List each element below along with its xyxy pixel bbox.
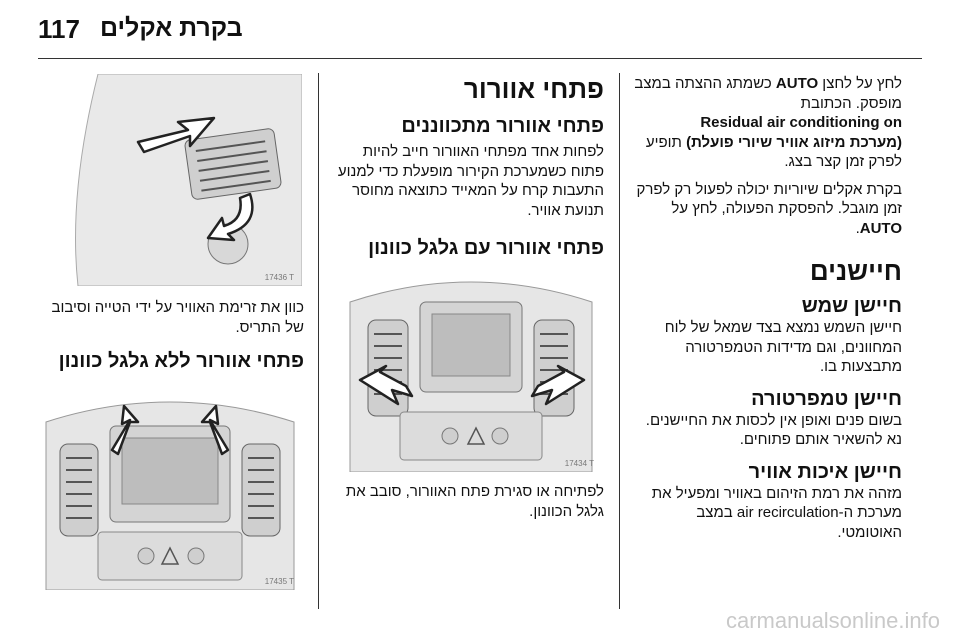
paragraph-vent-wheel: לפתיחה או סגירת פתח האוורור, סובב את גלגל הכוונון. [345, 483, 604, 520]
heading-vents-no-wheel: פתחי אוורור ללא גלגל כוונון [58, 350, 304, 372]
figure-code: 17434 T [564, 459, 594, 468]
text: . [855, 219, 860, 237]
text: לחץ על לחצן [818, 75, 902, 92]
column-left-text [40, 298, 304, 373]
text: כשמתג ההצתה במצב מופסק. הכתובת [634, 75, 902, 112]
heading-adjustable-vents: פתחי אוורור מתכווננים [401, 115, 604, 137]
figure-code: 17435 T [264, 577, 294, 586]
paragraph-vents-open: לפחות אחד מפתחי האוורור חייב להיות פתוח כשמערכת הקירור מופעלת כדי למנוע התעבות קרח על המאייד כתוצאה מחוסר תנועת אוויר. [337, 143, 604, 219]
figure-side-vent [38, 74, 302, 286]
column-middle [330, 74, 604, 260]
side-vent-illustration [38, 74, 302, 286]
column-divider-left [318, 73, 319, 609]
watermark: carmanualsonline.info [725, 608, 940, 633]
column-right [630, 74, 902, 542]
paragraph-residual-ac [630, 74, 902, 172]
paragraph-temp-sensor: בשום פנים ואופן אין לכסות את החיישנים. נא להשאיר אותם פתוחים. [645, 411, 902, 448]
heading-vents: פתחי אוורור [463, 74, 604, 104]
heading-vents-with-wheel: פתחי אוורור עם גלגל כוונון [368, 237, 604, 259]
paragraph-limited-time [630, 180, 902, 239]
paragraph-sun-sensor: חיישן השמש נמצא בצד שמאל של לוח המחוונים, וגם מדידות הטמפרטורה מתבצעות בו. [664, 319, 902, 375]
heading-temp-sensor: חיישן טמפרטורה [751, 387, 902, 410]
residual-ac-message: Residual air conditioning on [700, 114, 902, 131]
heading-air-quality-sensor: חיישן איכות אוויר [748, 460, 902, 483]
center-vents-illustration-2 [38, 378, 302, 590]
auto-label: AUTO [859, 219, 902, 237]
column-divider-right [619, 73, 620, 609]
center-vents-illustration [340, 262, 602, 472]
heading-sensors: חיישנים [809, 256, 902, 286]
figure-center-vents-2 [38, 378, 302, 590]
chapter-title: בקרת אקלים [100, 14, 243, 42]
heading-sun-sensor: חיישן שמש [801, 295, 902, 317]
residual-ac-translation: (מערכת מיזוג אוויר שיורי פועלת) [686, 133, 902, 151]
auto-label: AUTO [775, 75, 819, 92]
page-header [0, 0, 960, 62]
figure-code: 17436 T [264, 273, 294, 282]
page-number: 117 [38, 14, 80, 44]
text: בקרת אקלים שיוריות יכולה לפעול רק לפרק זמן מוגבל. להפסקת הפעולה, לחץ על [636, 180, 902, 217]
paragraph-air-quality-sensor: מזהה את רמת הזיהום באוויר ומפעיל את מערכת ה-air recirculation במצב האוטומטי. [651, 484, 902, 541]
column-middle-lower [330, 482, 604, 521]
header-divider [38, 58, 922, 59]
paragraph-adjust-airflow: כוון את זרימת האוויר על ידי הטייה וסיבוב של התריס. [51, 299, 304, 336]
figure-center-vents [340, 262, 602, 472]
text: תופיע לפרק זמן קצר בצג. [645, 133, 902, 170]
